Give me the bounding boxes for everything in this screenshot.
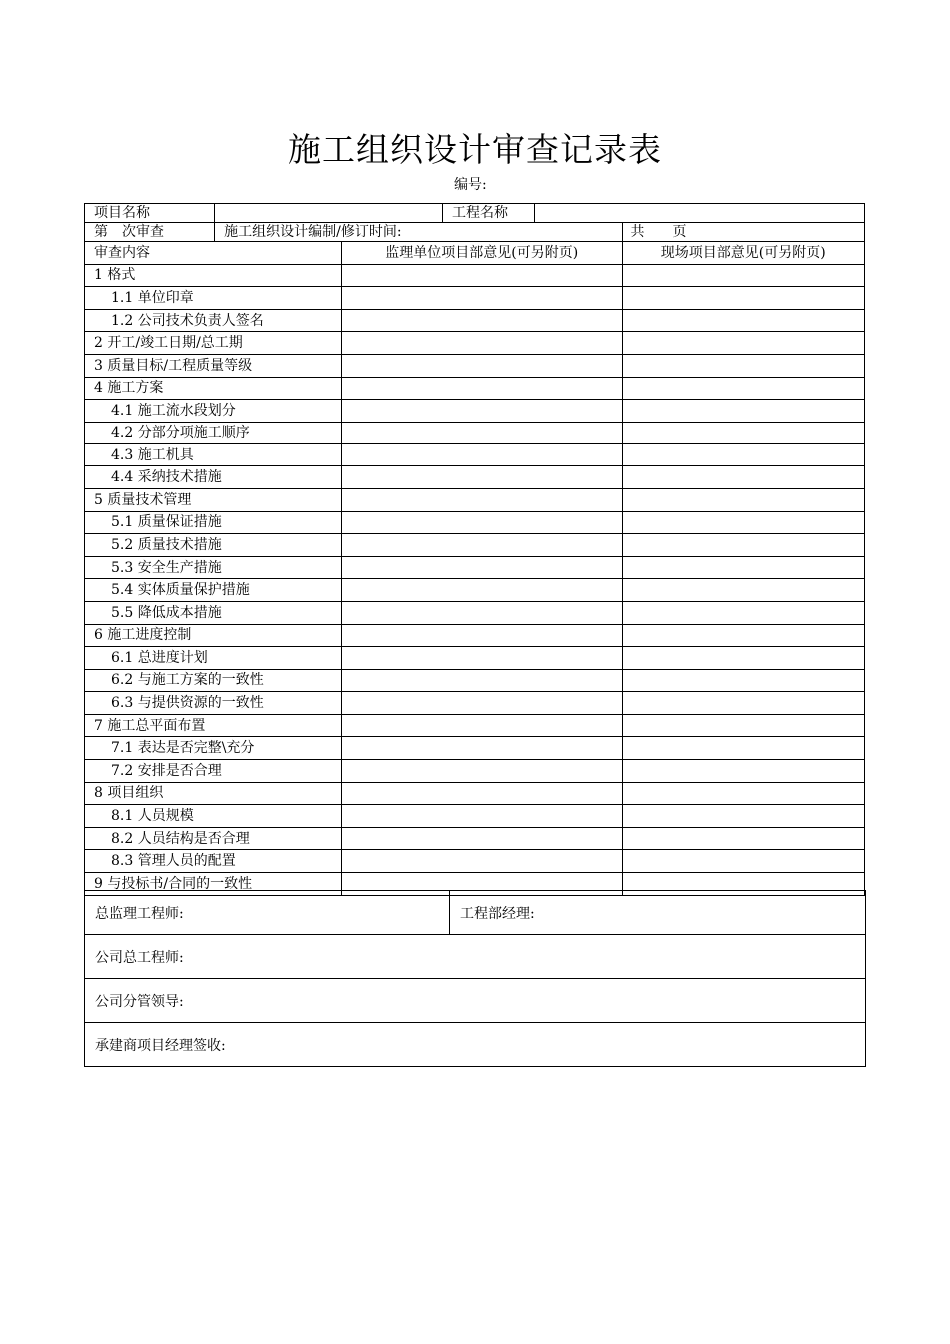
project-name-field[interactable] xyxy=(215,204,443,223)
review-item-label: 1 格式 xyxy=(85,264,342,287)
table-row xyxy=(85,782,865,805)
site-opinion-cell[interactable] xyxy=(622,601,864,624)
table-row xyxy=(85,264,865,287)
page-title: 施工组织设计审查记录表 xyxy=(288,130,662,169)
table-row xyxy=(85,805,865,828)
table-row xyxy=(85,624,865,647)
supervision-opinion-cell[interactable] xyxy=(341,264,622,287)
table-row xyxy=(85,332,865,355)
review-item-label: 4.4 采纳技术措施 xyxy=(85,466,342,489)
review-item-label: 6.1 总进度计划 xyxy=(85,647,342,670)
supervision-opinion-cell[interactable] xyxy=(341,669,622,692)
supervision-opinion-cell[interactable] xyxy=(341,354,622,377)
table-row xyxy=(85,669,865,692)
table-row xyxy=(85,400,865,423)
review-item-label: 2 开工/竣工日期/总工期 xyxy=(85,332,342,355)
supervision-opinion-cell[interactable] xyxy=(341,287,622,310)
supervision-column-header: 监理单位项目部意见(可另附页) xyxy=(341,242,622,265)
site-opinion-cell[interactable] xyxy=(622,579,864,602)
site-opinion-cell[interactable] xyxy=(622,850,864,873)
review-item-label: 4.3 施工机具 xyxy=(85,443,342,466)
review-item-label: 8.2 人员结构是否合理 xyxy=(85,827,342,850)
site-opinion-cell[interactable] xyxy=(622,466,864,489)
table-row xyxy=(85,488,865,511)
review-item-label: 1.2 公司技术负责人签名 xyxy=(85,309,342,332)
site-opinion-cell[interactable] xyxy=(622,692,864,715)
review-item-label: 5.5 降低成本措施 xyxy=(85,601,342,624)
signature-row xyxy=(85,935,866,979)
supervision-opinion-cell[interactable] xyxy=(341,443,622,466)
table-row xyxy=(85,511,865,534)
review-table xyxy=(84,203,865,896)
site-opinion-cell[interactable] xyxy=(622,422,864,443)
table-row xyxy=(85,601,865,624)
supervision-opinion-cell[interactable] xyxy=(341,850,622,873)
table-row xyxy=(85,466,865,489)
supervision-opinion-cell[interactable] xyxy=(341,782,622,805)
review-item-label: 6.3 与提供资源的一致性 xyxy=(85,692,342,715)
supervision-opinion-cell[interactable] xyxy=(341,400,622,423)
contractor-manager-signature[interactable]: 承建商项目经理签收: xyxy=(85,1023,866,1067)
table-row xyxy=(85,827,865,850)
engineering-name-label: 工程名称 xyxy=(442,204,534,223)
supervision-opinion-cell[interactable] xyxy=(341,579,622,602)
review-item-label: 5.2 质量技术措施 xyxy=(85,534,342,557)
table-row xyxy=(85,556,865,579)
site-opinion-cell[interactable] xyxy=(622,669,864,692)
supervision-opinion-cell[interactable] xyxy=(341,422,622,443)
review-item-label: 9 与投标书/合同的一致性 xyxy=(85,873,342,896)
site-opinion-cell[interactable] xyxy=(622,737,864,760)
review-item-label: 4.2 分部分项施工顺序 xyxy=(85,422,342,443)
project-name-label: 项目名称 xyxy=(85,204,215,223)
signature-row xyxy=(85,1023,866,1067)
table-row xyxy=(85,443,865,466)
supervision-opinion-cell[interactable] xyxy=(341,488,622,511)
table-row xyxy=(85,647,865,670)
site-opinion-cell[interactable] xyxy=(622,400,864,423)
serial-number-label: 编号: xyxy=(454,177,487,193)
review-item-label: 4 施工方案 xyxy=(85,377,342,400)
supervision-opinion-cell[interactable] xyxy=(341,714,622,737)
page-count-label: 共 页 xyxy=(622,223,864,242)
supervision-opinion-cell[interactable] xyxy=(341,511,622,534)
site-opinion-cell[interactable] xyxy=(622,556,864,579)
supervision-opinion-cell[interactable] xyxy=(341,760,622,783)
engineering-name-field[interactable] xyxy=(535,204,865,223)
site-opinion-cell[interactable] xyxy=(622,488,864,511)
supervision-opinion-cell[interactable] xyxy=(341,624,622,647)
table-row xyxy=(85,760,865,783)
table-row xyxy=(85,422,865,443)
review-item-label: 8.1 人员规模 xyxy=(85,805,342,828)
site-opinion-cell[interactable] xyxy=(622,624,864,647)
supervision-opinion-cell[interactable] xyxy=(341,377,622,400)
project-info-row xyxy=(85,204,865,223)
review-item-label: 6.2 与施工方案的一致性 xyxy=(85,669,342,692)
site-opinion-cell[interactable] xyxy=(622,760,864,783)
site-opinion-cell[interactable] xyxy=(622,264,864,287)
supervision-opinion-cell[interactable] xyxy=(341,466,622,489)
review-item-label: 4.1 施工流水段划分 xyxy=(85,400,342,423)
site-opinion-cell[interactable] xyxy=(622,287,864,310)
table-row xyxy=(85,737,865,760)
table-row xyxy=(85,850,865,873)
review-round-row xyxy=(85,223,865,242)
site-column-header: 现场项目部意见(可另附页) xyxy=(622,242,864,265)
signature-row xyxy=(85,979,866,1023)
review-item-label: 5.1 质量保证措施 xyxy=(85,511,342,534)
signature-table xyxy=(84,890,866,1067)
table-row xyxy=(85,714,865,737)
company-chief-engineer-signature[interactable]: 公司总工程师: xyxy=(85,935,866,979)
review-item-label: 8.3 管理人员的配置 xyxy=(85,850,342,873)
supervision-opinion-cell[interactable] xyxy=(341,309,622,332)
table-row xyxy=(85,287,865,310)
site-opinion-cell[interactable] xyxy=(622,332,864,355)
review-item-label: 5 质量技术管理 xyxy=(85,488,342,511)
site-opinion-cell[interactable] xyxy=(622,782,864,805)
table-row xyxy=(85,377,865,400)
supervision-opinion-cell[interactable] xyxy=(341,827,622,850)
review-item-label: 7.2 安排是否合理 xyxy=(85,760,342,783)
content-column-header: 审查内容 xyxy=(85,242,342,265)
signature-row xyxy=(85,891,866,935)
table-row xyxy=(85,579,865,602)
site-opinion-cell[interactable] xyxy=(622,827,864,850)
company-leader-signature[interactable]: 公司分管领导: xyxy=(85,979,866,1023)
supervision-opinion-cell[interactable] xyxy=(341,332,622,355)
supervision-opinion-cell[interactable] xyxy=(341,534,622,557)
site-opinion-cell[interactable] xyxy=(622,534,864,557)
review-item-label: 8 项目组织 xyxy=(85,782,342,805)
chief-supervisor-signature[interactable]: 总监理工程师: xyxy=(85,891,450,935)
review-item-label: 7 施工总平面布置 xyxy=(85,714,342,737)
site-opinion-cell[interactable] xyxy=(622,647,864,670)
table-row xyxy=(85,354,865,377)
review-round-label: 第 次审查 xyxy=(85,223,215,242)
site-opinion-cell[interactable] xyxy=(622,443,864,466)
supervision-opinion-cell[interactable] xyxy=(341,692,622,715)
review-item-label: 3 质量目标/工程质量等级 xyxy=(85,354,342,377)
table-row xyxy=(85,534,865,557)
site-opinion-cell[interactable] xyxy=(622,309,864,332)
site-opinion-cell[interactable] xyxy=(622,354,864,377)
compile-time-label: 施工组织设计编制/修订时间: xyxy=(215,223,622,242)
table-row xyxy=(85,692,865,715)
review-item-label: 7.1 表达是否完整\充分 xyxy=(85,737,342,760)
review-item-label: 6 施工进度控制 xyxy=(85,624,342,647)
site-opinion-cell[interactable] xyxy=(622,377,864,400)
site-opinion-cell[interactable] xyxy=(622,805,864,828)
review-item-label: 5.4 实体质量保护措施 xyxy=(85,579,342,602)
supervision-opinion-cell[interactable] xyxy=(341,601,622,624)
site-opinion-cell[interactable] xyxy=(622,511,864,534)
column-header-row xyxy=(85,242,865,265)
review-item-label: 5.3 安全生产措施 xyxy=(85,556,342,579)
review-item-label: 1.1 单位印章 xyxy=(85,287,342,310)
supervision-opinion-cell[interactable] xyxy=(341,737,622,760)
supervision-opinion-cell[interactable] xyxy=(341,647,622,670)
supervision-opinion-cell[interactable] xyxy=(341,556,622,579)
project-manager-signature[interactable]: 工程部经理: xyxy=(450,891,866,935)
site-opinion-cell[interactable] xyxy=(622,714,864,737)
supervision-opinion-cell[interactable] xyxy=(341,805,622,828)
table-row xyxy=(85,309,865,332)
